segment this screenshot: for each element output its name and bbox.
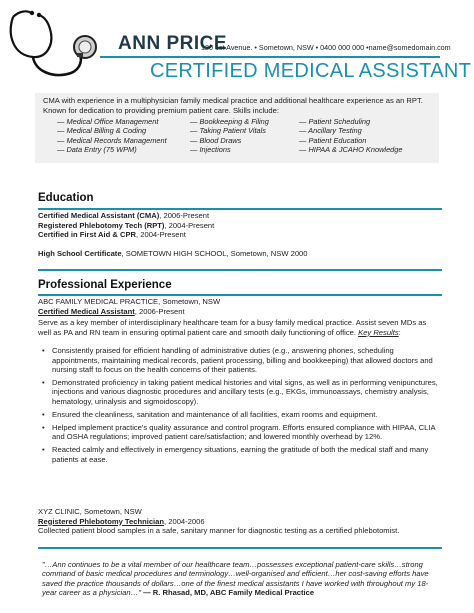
- credential-date: , 2004-Present: [136, 230, 186, 239]
- bullet-icon: •: [42, 377, 45, 387]
- bullet-icon: •: [42, 409, 45, 419]
- job2-role-line: [38, 517, 205, 527]
- job1-role: Certified Medical Assistant: [38, 306, 135, 316]
- skill-item: — Taking Patient Vitals: [190, 126, 267, 136]
- skill-item: — HIPAA & JCAHO Knowledge: [299, 145, 403, 155]
- header-rule: [100, 56, 440, 58]
- skill-item: — Ancillary Testing: [299, 126, 362, 136]
- job1-dates: , 2006-Present: [134, 306, 185, 316]
- education-item: [38, 221, 214, 231]
- credential-name: Registered Phlebotomy Tech (RPT): [38, 220, 165, 230]
- skills-column-2: [190, 117, 310, 155]
- skill-item: — Medical Records Management: [57, 135, 167, 145]
- achievement-text: Ensured the cleanliness, sanitation and maintenance of all facilities, exam rooms and equipment.: [52, 409, 378, 419]
- education-rule: [38, 208, 442, 210]
- key-results-label: Key Results: [358, 327, 399, 337]
- job1-achievements: [38, 346, 442, 467]
- bullet-icon: •: [42, 445, 45, 455]
- summary-text: CMA with experience in a multiphysician family medical practice and additional healthcare experience as an RPT. Known for dedication to providing premium patient care. Skills include:: [43, 96, 423, 115]
- experience-rule: [38, 294, 442, 296]
- credential-date: , 2004-Present: [164, 220, 215, 230]
- achievement-text: Helped implement practice's quality assurance and control program. Efforts ensured compliance with HIPAA, CLIA and OSHA regulations; improved patient care/satisfaction; and lowered monthly overhead by 12%.: [52, 422, 436, 442]
- school-item: [38, 249, 308, 259]
- testimonial-attribution: — R. Rhasad, MD, ABC Family Medical Practice: [143, 588, 315, 598]
- skill-item: — Patient Scheduling: [299, 117, 371, 126]
- job2-role: Registered Phlebotomy Technician: [38, 516, 165, 526]
- achievement-item: [38, 378, 442, 407]
- job1-role-line: [38, 307, 185, 317]
- achievement-item: [38, 445, 442, 464]
- credential-name: Certified in First Aid & CPR: [38, 230, 137, 239]
- achievement-text: Reacted calmly and effectively in emergency situations, earning the gratitude of both the medical staff and many patients at ease.: [52, 445, 429, 464]
- job2-description: Collected patient blood samples in a safe, sanitary manner for diagnostic testing as a certified phlebotomist.: [38, 526, 400, 535]
- achievement-text: Consistently praised for efficient handling of administrative duties (e.g., answering phones, scheduling appointments, maintaining medical records, patient processing, billing and bookkeeping) that allowed doctors and nursing staff to focus on the health concerns of their patients.: [52, 346, 433, 374]
- stethoscope-icon: [5, 5, 110, 85]
- experience-heading: Professional Experience: [38, 279, 172, 291]
- job2-employer: XYZ CLINIC, Sometown, NSW: [38, 507, 142, 516]
- job-title: CERTIFIED MEDICAL ASSISTANT: [150, 60, 472, 82]
- skill-item: — Injections: [190, 145, 231, 155]
- testimonial-quote: "…Ann continues to be a vital member of our healthcare team…possesses exceptional patient-care skills…strong command of basic medical procedures and terminology…well-organised and efficient…her cost-saving efforts have saved the practice thousands of dollars…one of the finest medical assistants I have worked with throughout my 18-year career as a physician…": [42, 560, 429, 598]
- skills-column-1: [57, 117, 177, 155]
- experience-bottom-rule: [38, 547, 442, 549]
- school-credential: High School Certificate: [38, 249, 122, 258]
- bullet-icon: •: [42, 346, 45, 355]
- achievement-item: [38, 346, 442, 375]
- achievement-text: Demonstrated proficiency in taking patient medical histories and vital signs, as well as in performing venipunctures, injections and various diagnostic procedures and ancillary tests (e.g., EKGs, immunoassays, chemistry analysis, hematology, urinalysis and sigmoidoscopy).: [52, 377, 438, 406]
- education-item: [38, 211, 209, 221]
- education-heading: Education: [38, 192, 94, 204]
- testimonial: [42, 560, 442, 598]
- job1-description: Serve as a key member of interdisciplinary healthcare team for a busy family medical practice. Assist seven MDs as well as PA and RN team in ensuring optimal patient care and smooth daily functioning of office. Key Results:: [38, 318, 427, 337]
- credential-name: Certified Medical Assistant (CMA): [38, 211, 160, 220]
- education-bottom-rule: [38, 269, 442, 271]
- achievement-item: [38, 410, 442, 420]
- skill-item: — Data Entry (75 WPM): [57, 145, 137, 155]
- skill-item: — Blood Draws: [190, 135, 242, 145]
- skills-column-3: [299, 117, 439, 155]
- credential-date: , 2006-Present: [159, 211, 210, 220]
- candidate-name: ANN PRICE: [118, 33, 228, 54]
- contact-info: 120 1st Avenue. • Sometown, NSW • 0400 000 000 •name@somedomain.com: [201, 43, 451, 52]
- skill-item: — Patient Education: [299, 135, 367, 145]
- bullet-icon: •: [42, 422, 45, 432]
- education-item: [38, 230, 186, 240]
- skill-item: — Medical Office Management: [57, 117, 159, 126]
- school-details: , SOMETOWN HIGH SCHOOL, Sometown, NSW 2000: [121, 249, 308, 258]
- achievement-item: [38, 423, 442, 442]
- job2-dates: , 2004-2006: [164, 516, 205, 526]
- skill-item: — Bookkeeping & Filing: [190, 117, 269, 126]
- job1-employer: ABC FAMILY MEDICAL PRACTICE, Sometown, NSW: [38, 297, 221, 306]
- job1-desc-text: Serve as a key member of interdisciplinary healthcare team for a busy family medical practice. Assist seven MDs as well as PA and RN team in ensuring optimal patient care and smooth daily functioning of office.: [38, 318, 427, 337]
- skill-item: — Medical Billing & Coding: [57, 126, 147, 136]
